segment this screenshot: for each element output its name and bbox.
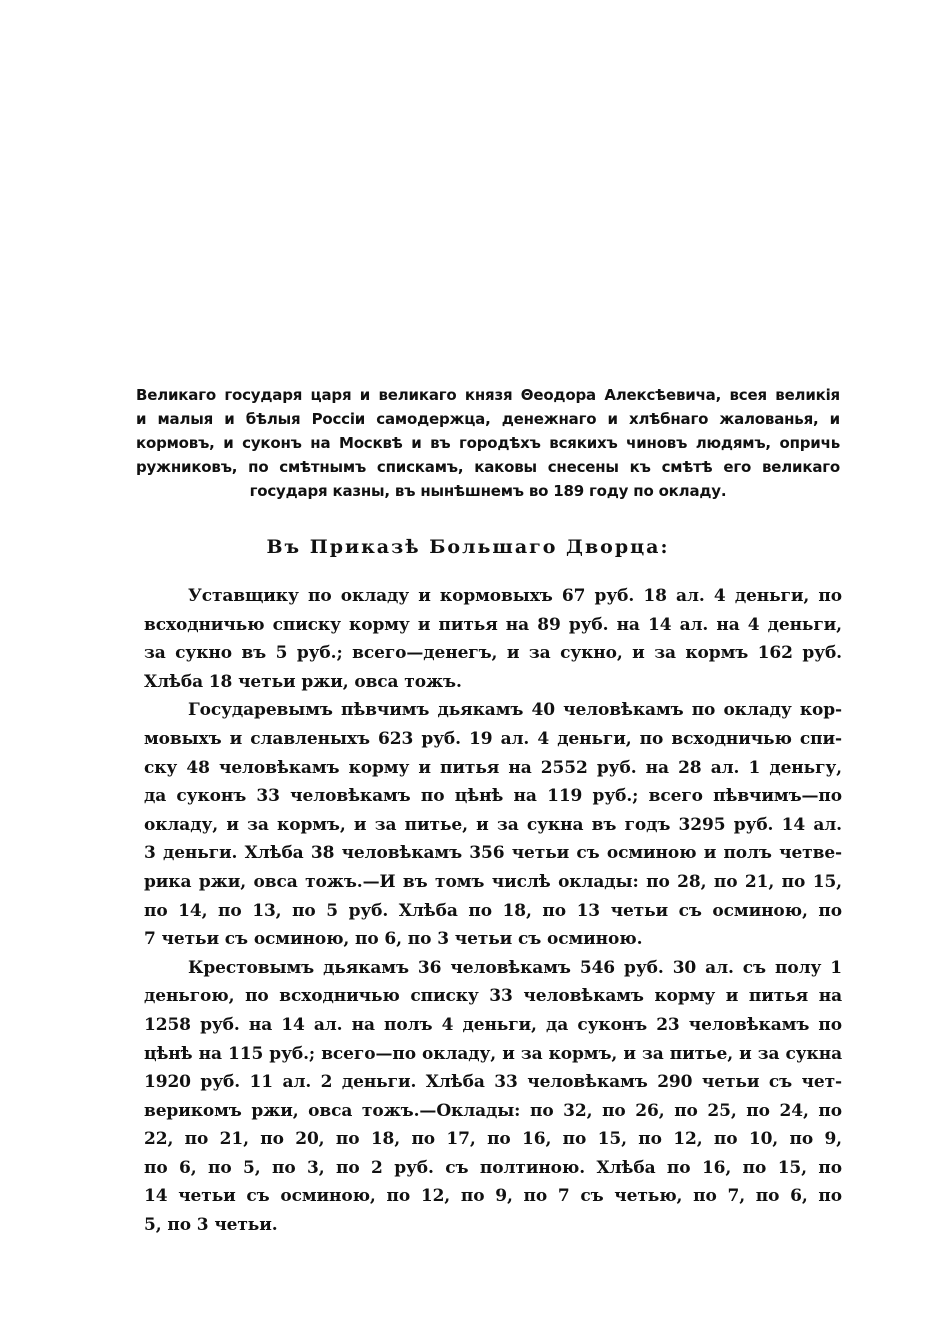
text-line: рика ржи, овса тожъ.—И въ томъ числѣ оклады: по 28, по 21, по 15,	[144, 871, 842, 892]
heading-line: государя казны, въ нынѣшнемъ во 189 году по окладу.	[249, 482, 727, 500]
text-line: 3 деньги. Хлѣба 38 человѣкамъ 356 четьи съ осминою и полъ четве-	[144, 843, 842, 864]
text-line: мовыхъ и славленыхъ 623 руб. 19 ал. 4 деньги, по всходничью спи-	[144, 728, 842, 749]
text-line: по 6, по 5, по 3, по 2 руб. съ полтиною. Хлѣба по 16, по 15, по	[144, 1157, 842, 1178]
text-line: деньгою, по всходничью списку 33 человѣкамъ корму и питья на	[144, 986, 842, 1007]
heading-line: ружниковъ, по смѣтнымъ спискамъ, каковы снесены къ смѣтѣ его великаго	[136, 458, 840, 476]
text-line: 22, по 21, по 20, по 18, по 17, по 16, по 15, по 12, по 10, по 9,	[144, 1129, 842, 1150]
text-line: Уставщику по окладу и кормовыхъ 67 руб. 18 ал. 4 деньги, по	[188, 586, 842, 606]
text-line: Государевымъ пѣвчимъ дьякамъ 40 человѣкамъ по окладу кор-	[188, 700, 842, 721]
text-line: 7 четьи съ осминою, по 6, по 3 четьи съ осминою.	[144, 929, 643, 950]
body-text	[144, 582, 842, 1240]
text-line: ску 48 человѣкамъ корму и питья на 2552 руб. на 28 ал. 1 деньгу,	[144, 757, 842, 778]
text-line: да суконъ 33 человѣкамъ по цѣнѣ на 119 руб.; всего пѣвчимъ—по	[144, 786, 842, 807]
text-line: 14 четьи съ осминою, по 12, по 9, по 7 съ четью, по 7, по 6, по	[144, 1186, 842, 1207]
section-title: Въ Приказѣ Большаго Дворца:	[266, 536, 670, 558]
text-line: 1258 руб. на 14 ал. на полъ 4 деньги, да суконъ 23 человѣкамъ по	[144, 1014, 842, 1035]
paragraph-ustavshchik	[144, 582, 842, 696]
text-line: верикомъ ржи, овса тожъ.—Оклады: по 32, по 26, по 25, по 24, по	[144, 1100, 842, 1121]
text-line: 1920 руб. 11 ал. 2 деньги. Хлѣба 33 человѣкамъ 290 четьи съ чет-	[144, 1072, 842, 1093]
text-line: Хлѣба 18 четьи ржи, овса тожъ.	[144, 671, 462, 692]
paragraph-krestovye-dyaki	[144, 954, 842, 1240]
heading-line: и малыя и бѣлыя Россіи самодержца, денежнаго и хлѣбнаго жалованья, и	[136, 410, 840, 428]
text-line: всходничью списку корму и питья на 89 руб. на 14 ал. на 4 деньги,	[144, 614, 842, 635]
text-line: 5, по 3 четьи.	[144, 1215, 278, 1236]
heading-line: Великаго государя царя и великаго князя Θеодора Алексѣевича, всея великія	[136, 386, 840, 404]
text-line: цѣнѣ на 115 руб.; всего—по окладу, и за кормъ, и за питье, и за сукна	[144, 1043, 842, 1064]
heading-line: кормовъ, и суконъ на Москвѣ и въ городѣхъ всякихъ чиновъ людямъ, опричь	[136, 434, 840, 452]
text-line: за сукно въ 5 руб.; всего—денегъ, и за сукно, и за кормъ 162 руб.	[144, 643, 842, 664]
text-line: по 14, по 13, по 5 руб. Хлѣба по 18, по 13 четьи съ осминою, по	[144, 900, 842, 921]
text-line: окладу, и за кормъ, и за питье, и за сукна въ годъ 3295 руб. 14 ал.	[144, 814, 842, 835]
text-line: Крестовымъ дьякамъ 36 человѣкамъ 546 руб. 30 ал. съ полу 1	[188, 957, 842, 978]
paragraph-pevchie-dyaki	[144, 696, 842, 953]
document-heading	[136, 383, 840, 503]
